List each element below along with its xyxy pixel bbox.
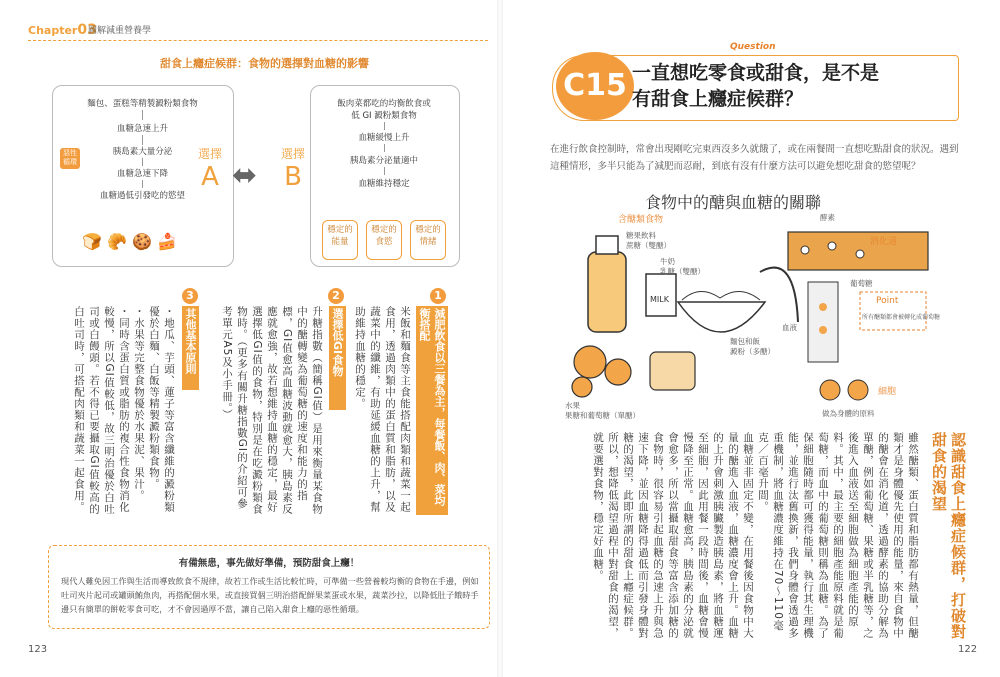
label-energy: 做為身體的原料 (822, 409, 875, 418)
flow-arrow (384, 144, 385, 152)
svg-text:MILK: MILK (650, 295, 669, 304)
option-b-step: 低 GI 澱粉類食物 (351, 111, 417, 121)
gutter (497, 0, 503, 677)
label-blood: 血液 (782, 323, 797, 332)
label-fruit-sub: 果糖和葡萄糖（單醣） (565, 411, 640, 420)
label-sugary-sub: 蔗糖（雙醣） (626, 241, 671, 250)
option-a-step: 麵包、蛋糕等精製澱粉類食物 (87, 99, 198, 109)
label-milk: 牛奶 (660, 257, 675, 266)
diagram-title: 甜食上癮症候群：食物的選擇對血糖的影響 (160, 57, 369, 70)
label-noodle: 麵包和飯 (730, 337, 760, 346)
flow-arrow (142, 110, 143, 120)
result-appetite: 穩定的 食慾 (366, 220, 402, 260)
label-point: Point (876, 296, 899, 306)
label-carb-food: 含醣類食物 (618, 215, 664, 225)
option-a-step: 血糖急速下降 (116, 169, 168, 179)
cycle-badge: 惡性循環 (60, 148, 80, 169)
label-noodle-sub: 澱粉（多醣） (730, 347, 775, 356)
option-a-choice: 選擇 A (197, 147, 222, 192)
page-number-left: 123 (28, 644, 48, 655)
carb-foods-icon: 🍞 🥐 🍪 🍰 (82, 232, 177, 251)
double-arrow-icon: ⬌ (232, 158, 258, 193)
result-mood: 穩定的 情緒 (410, 220, 446, 260)
option-a-step: 血糖過低引發吃的慾望 (99, 191, 185, 201)
label-glucose: 葡萄糖 (850, 279, 873, 288)
tip-body: 現代人難免因工作與生活而導致飲食不規律，故若工作或生活比較忙時，可準備一些營養較均衡的食物在手邊，例如吐司夾片起司或罐頭鮪魚肉，再搭配個水果，或直接買個三明治搭配鮮果菜蛋或水果，蔬菜沙拉，以降低肚子餓時手邊只有簡單的餅乾零食可吃，才不會因過厚不當，讓自己陷入甜食上癮的惡性循環。 (61, 576, 479, 614)
tip-box (48, 545, 490, 629)
section-body: 米飯和麵食等主食能搭配肉類和蔬菜一起食用，透過肉類中的蛋白質和脂肪，以及蔬菜中的纖維，有助延緩血糖的上升，幫助維持血糖的穩定。 (354, 306, 411, 513)
question-code: C15 (556, 52, 634, 120)
chapter-title: 圖解減重營養學 (88, 26, 152, 36)
section-number: 2 (328, 288, 344, 304)
option-b-step: 血糖維持穩定 (358, 179, 410, 189)
flow-arrow (142, 180, 143, 188)
question-title: 一直想吃零食或甜食，是不是 有甜食上癮症候群？ (632, 62, 880, 110)
question-label: Question (730, 42, 776, 52)
option-a-step: 血糖急速上升 (116, 124, 168, 134)
option-b-step: 血糖緩慢上升 (358, 133, 410, 143)
option-b-step: 胰島素分泌量適中 (349, 156, 418, 166)
digestion-illustration (560, 212, 940, 422)
section-heading-right: 認識甜食上癮症候群，打破對甜食的渴望 (930, 432, 967, 640)
flow-arrow (384, 167, 385, 175)
option-b-choice: 選擇 B (280, 147, 305, 192)
illustration-title: 食物中的醣與血糖的關聯 (645, 193, 822, 212)
result-energy: 穩定的 能量 (322, 220, 358, 260)
section-heading: 選擇低GI食物 (329, 306, 346, 410)
label-milk-sub: 乳糖（雙醣） (660, 267, 705, 276)
section-body: ・地瓜、芋頭、蓮子等富含纖維的澱粉類優於白麵、白飯等精製澱粉類食物。 ・水果等完整食物優於水果泥、果汁。 ・同時含蛋白質或脂肪的複合性食物消化較慢，所以GI值較低，故三明治優於白吐司或白饅頭。若不得已要攝取GI值較高的白吐司時，可搭配肉類和蔬菜一起食用。 (73, 306, 175, 515)
label-fruit: 水果 (565, 401, 580, 410)
label-point-note: 所有醣類都會被轉化成葡萄糖 (862, 314, 941, 321)
right-body-text: 雖然醣類、蛋白質和脂肪都有熱量，但醣類才是身體優先使用的能量，來自食物中的醣會在消化道，透過酵素的協助分解為單醣，例如葡萄糖、果糖或半乳糖等，之後進入血液送至細胞做為細胞產能的原料。其中，最主要的細胞產能原料就是葡萄糖，而血中的葡萄糖則稱為血糖。為了保細胞隨時都可獲得能量，執行其生理機能，並進行汰舊換新，我們身體會透過多重機制，將血糖濃度維持在70～110毫克／百毫升間。 血糖並非固定不變，在用餐後因食物中大量的醣進入血液，血糖濃度會上升。血糖的上升會刺激胰臟製造胰島素，將血糖運至細胞，因此用餐一段時間後，血糖會慢慢降至正常。血糖愈高，胰島素的分泌就會愈多，所以當攝取甜食等富含添加糖的食物時，很容易引起血糖的急速上升與急速下降，並因血糖降得過低而引發身體對糖的渴望，此即所謂的甜食上癮症候群。所以，想降低渴望過程中對甜食的渴望，就要選對食物，穩定好血糖。 (592, 432, 919, 639)
section-number: 1 (430, 288, 446, 304)
header-divider (28, 40, 488, 41)
option-b-step: 飯肉菜都吃的均衡飲食或 (337, 99, 431, 109)
flow-arrow (142, 135, 143, 145)
section-number: 3 (182, 288, 198, 304)
intro-paragraph: 在進行飲食控制時，常會出現剛吃完東西沒多久就餓了，或在兩餐間一直想吃點甜食的狀況。遇到這種情形，多半只能為了減肥而忍耐，到底有沒有什麼方法可以避免想吃甜食的慾望呢？ (550, 144, 959, 172)
chapter-tab: Chapter03 (28, 22, 97, 38)
flow-arrow (142, 158, 143, 166)
section-body: 升糖指數（簡稱GI值）是用來衡量某食物中的醣轉變為葡萄糖的速度和能力的指標，GI值愈高血糖波動就愈大，胰島素反應就愈強，故若想維持血糖的穩定，最好選擇低GI值的食物，特別是在吃澱粉類食物時。（更多有關升糖指數GI的介紹可參考單元A5及小手冊。） (221, 306, 323, 515)
label-enzyme: 酵素 (820, 213, 835, 222)
tip-title: 有備無患，事先做好準備，預防甜食上癮！ (178, 558, 360, 569)
label-cell: 細胞 (878, 387, 897, 397)
flow-arrow (384, 122, 385, 130)
section-heading: 其他基本原則 (182, 306, 199, 390)
option-a-step: 胰島素大量分泌 (112, 147, 173, 157)
section-heading: 減肥飲食以三餐為主，每餐飯、肉、菜均衡搭配 (416, 306, 448, 515)
label-sugary: 糖果飲料 (626, 231, 656, 240)
page-number-right: 122 (958, 644, 978, 655)
label-digest: 消化道 (870, 237, 898, 247)
